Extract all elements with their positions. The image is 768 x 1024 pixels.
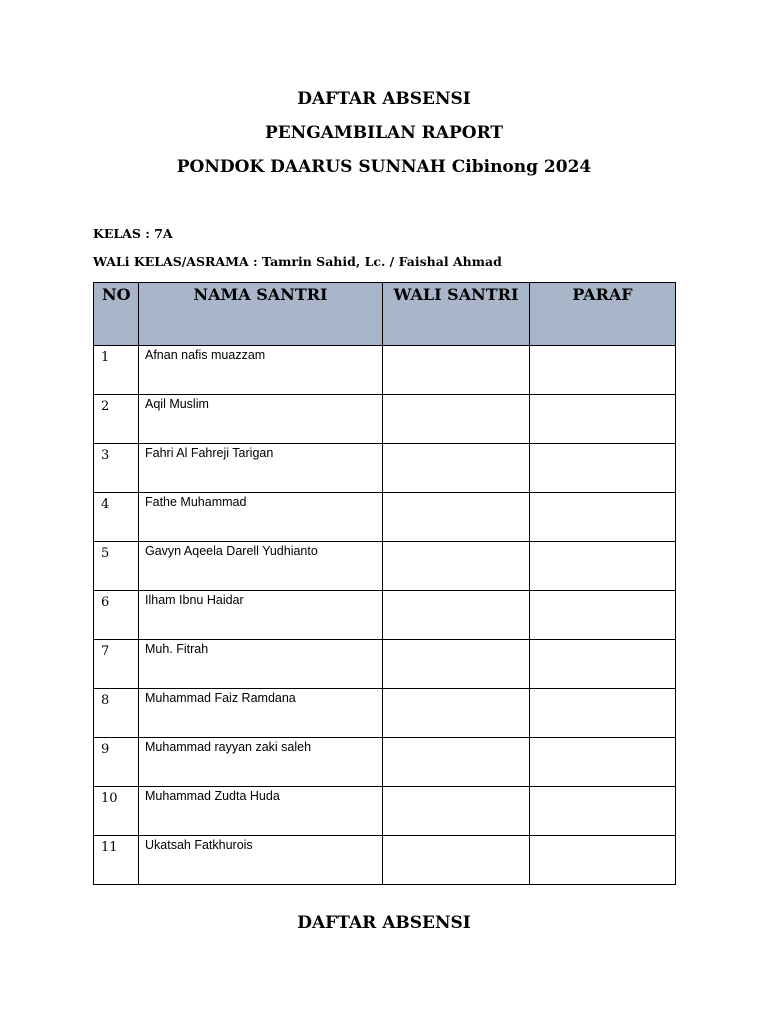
row-number: 11 <box>94 836 139 885</box>
table-row <box>94 493 676 542</box>
guardian-cell[interactable] <box>383 346 530 395</box>
column-header-nama-santri: NAMA SANTRI <box>139 283 383 346</box>
guardian-cell[interactable] <box>383 836 530 885</box>
row-number: 6 <box>94 591 139 640</box>
homeroom-teacher-label: WALi KELAS/ASRAMA : Tamrin Sahid, Lc. / Faishal Ahmad <box>93 254 502 269</box>
row-number: 7 <box>94 640 139 689</box>
student-name: Ilham Ibnu Haidar <box>139 591 383 640</box>
student-name: Fahri Al Fahreji Tarigan <box>139 444 383 493</box>
signature-cell[interactable] <box>530 395 676 444</box>
signature-cell[interactable] <box>530 444 676 493</box>
attendance-table <box>93 282 676 885</box>
student-name: Ukatsah Fatkhurois <box>139 836 383 885</box>
table-row <box>94 444 676 493</box>
institution-title: PONDOK DAARUS SUNNAH Cibinong 2024 <box>176 157 592 177</box>
student-name: Aqil Muslim <box>139 395 383 444</box>
guardian-cell[interactable] <box>383 395 530 444</box>
row-number: 3 <box>94 444 139 493</box>
row-number: 10 <box>94 787 139 836</box>
table-header-row <box>94 283 676 346</box>
guardian-cell[interactable] <box>383 689 530 738</box>
row-number: 4 <box>94 493 139 542</box>
table-row <box>94 836 676 885</box>
table-row <box>94 689 676 738</box>
row-number: 1 <box>94 346 139 395</box>
table-row <box>94 346 676 395</box>
guardian-cell[interactable] <box>383 493 530 542</box>
student-name: Muh. Fitrah <box>139 640 383 689</box>
guardian-cell[interactable] <box>383 591 530 640</box>
table-row <box>94 640 676 689</box>
signature-cell[interactable] <box>530 640 676 689</box>
student-name: Muhammad Faiz Ramdana <box>139 689 383 738</box>
guardian-cell[interactable] <box>383 787 530 836</box>
student-name: Muhammad Zudta Huda <box>139 787 383 836</box>
table-row <box>94 591 676 640</box>
signature-cell[interactable] <box>530 493 676 542</box>
signature-cell[interactable] <box>530 591 676 640</box>
table-row <box>94 787 676 836</box>
signature-cell[interactable] <box>530 836 676 885</box>
student-name: Muhammad rayyan zaki saleh <box>139 738 383 787</box>
guardian-cell[interactable] <box>383 542 530 591</box>
column-header-no: NO <box>94 283 139 346</box>
next-page-title: DAFTAR ABSENSI <box>297 913 471 933</box>
table-row <box>94 738 676 787</box>
signature-cell[interactable] <box>530 689 676 738</box>
row-number: 2 <box>94 395 139 444</box>
row-number: 5 <box>94 542 139 591</box>
class-label: KELAS : 7A <box>93 226 173 241</box>
document-title: DAFTAR ABSENSI <box>297 89 471 109</box>
signature-cell[interactable] <box>530 787 676 836</box>
signature-cell[interactable] <box>530 346 676 395</box>
row-number: 8 <box>94 689 139 738</box>
guardian-cell[interactable] <box>383 738 530 787</box>
column-header-paraf: PARAF <box>530 283 676 346</box>
column-header-wali-santri: WALI SANTRI <box>383 283 530 346</box>
row-number: 9 <box>94 738 139 787</box>
guardian-cell[interactable] <box>383 444 530 493</box>
table-row <box>94 542 676 591</box>
document-subtitle: PENGAMBILAN RAPORT <box>264 123 504 143</box>
guardian-cell[interactable] <box>383 640 530 689</box>
student-name: Fathe Muhammad <box>139 493 383 542</box>
student-name: Gavyn Aqeela Darell Yudhianto <box>139 542 383 591</box>
table-row <box>94 395 676 444</box>
signature-cell[interactable] <box>530 738 676 787</box>
signature-cell[interactable] <box>530 542 676 591</box>
student-name: Afnan nafis muazzam <box>139 346 383 395</box>
table-body <box>94 346 676 885</box>
